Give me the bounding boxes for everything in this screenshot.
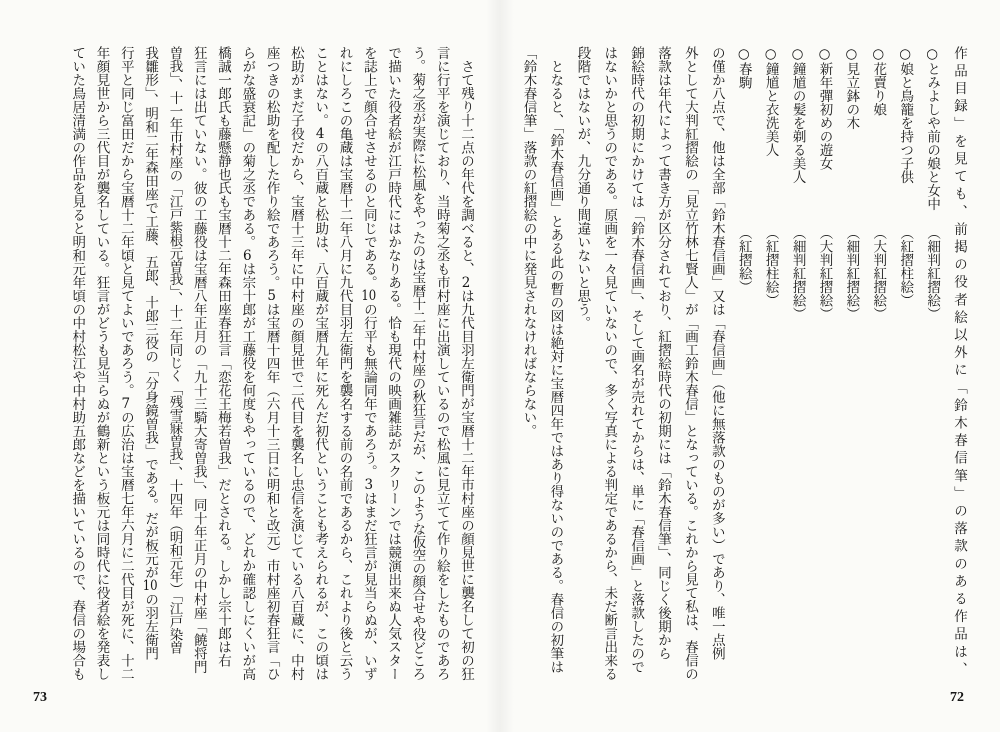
work-format: （紅摺柱絵） [762,226,779,307]
numeral: 10 [142,579,158,593]
work-format: （細判紅摺絵） [924,226,941,321]
text-column: 行平と同じ富田だから宝暦十二年頃と見てよいであろう。7の広治は宝暦七年六月に二代目が死に、十二 [117,46,134,681]
numeral: 4 [315,127,325,141]
text-column: で描いた役者絵が江戸時代にはかなりある。恰も現代の映画雑誌がスクリーンでは競演出来ぬ人気スター [385,46,402,681]
text-column: 段階ではないが、九分通り間違いないと思う。 [574,46,591,330]
work-title: ○とみよしや前の娘と女中 [924,46,941,211]
text-column: ことはない。4の八百蔵と松助は、八百蔵が宝暦九年に死んだ初代ということも考えられるが、この頃は [312,46,329,681]
page-number-right: 72 [950,690,964,705]
page-number-left: 73 [33,690,47,705]
text-column: はないかと思うのである。原画を一々見ていないので、多く写真による判定であるから、未だ断言出来る [601,46,618,681]
numeral: 7 [121,397,131,411]
work-format: （細判紅摺絵） [789,226,806,321]
text-column: 錦絵時代の初期にかけては「鈴木春信画」、そして画名が売れてからは、単に「春信画」と落款したので [628,46,645,674]
numeral: 5 [267,289,276,303]
text-column: となると、「鈴木春信画」とある此の暫の図は絶対に宝暦四年ではあり得ないのである。春信の初筆は [547,46,564,674]
intro-column: 作品目録」を見ても、前掲の役者絵以外に「鈴木春信筆」の落款のある作品は、 [951,46,967,680]
text-column: 曽我」、十一年市村座の「江戸紫根元曽我」、十二年同じく「残雪寐曽我」、十四年（明和元年）「江戸染曽 [166,46,183,654]
text-column: 橋誠一郎氏も藤懸静也氏も宝暦十二年森田座春狂言「恋花王梅若曽我」だとされる。しかし宗十郎は右 [215,46,232,667]
work-title: ○娘と鳥籠を持つ子供 [897,46,914,184]
work-title: ○春駒 [735,46,752,89]
work-format: （細判紅摺絵） [843,226,860,321]
work-title: ○新年彈初めの遊女 [816,46,833,170]
text-column: 年顔見世から三代目が襲名している。狂言がどうも見当らぬが鶴新という板元は同時代に役者絵を発表し [93,46,110,681]
numeral: 3 [364,478,374,492]
work-entry [811,46,838,686]
numeral: 6 [243,248,252,262]
text-column: さて残り十二点の年代を調べると、2は九代目羽左衛門が宝暦十二年市村座の顔見世に襲名して初の狂 [458,46,474,681]
right-page-text [514,46,972,686]
text-column: 外として大判紅摺絵の「見立竹林七賢人」が「画工鈴木春信」となっている。これから見て私は、春信の [681,46,698,681]
work-entry [784,46,811,686]
text-column: ていた鳥居清満の作品を見ると明和元年頃の中村松江や中村助五郎などを描いているので、春信の場合も [69,46,86,681]
numeral: 2 [461,275,471,289]
work-format: （大判紅摺絵） [816,226,833,321]
text-column: れにしろこの亀蔵は宝暦十二年八月に九代目羽左衛門を襲名する前の名前であるから、これより後と云う [336,46,353,681]
left-page-text [64,46,478,686]
text-column: 我雛形」、明和二年森田座で工藤、五郎、十郎三役の「分身鏡曽我」である。だが板元が10の羽左衛門 [142,46,159,661]
text-column: 座つきの松助を配した作り絵であろう。5は宝暦十四年（六月十三日に明和と改元）市村座初春狂言「ひ [263,46,280,681]
work-entry [918,46,945,686]
text-column: 落款は年代によって書き方が区分されており、紅摺絵時代の初期には「鈴木春信筆」、同じく後期から [655,46,672,661]
work-entry [730,46,757,686]
text-column: らがな盛衰記」の菊之丞である。6は宗十郎が工藤役を何度もやっているので、どれか確認しにくいが高 [239,46,256,681]
work-title: ○鐘馗の髪を剃る美人 [789,46,806,184]
text-column: の僅か八点で、他は全部「鈴木春信画」又は「春信画」（他に無落款のものが多い）であり、唯一点例 [708,46,725,661]
text-column: 言に行平を演じており、当時菊之丞も市村座に出演しているので松風に見立てて作り絵をしたものであろ [433,46,450,681]
numeral: 10 [361,289,377,303]
work-title: ○花賣り娘 [870,46,887,116]
text-column: 松助がまだ子役だから、宝暦十三年に中村座の顔見世で二代目を襲名し忠信を演じている八百蔵に、中村 [287,46,304,681]
work-title: ○見立鉢の木 [843,46,860,130]
work-entry [757,46,784,686]
text-column: 狂言には出ていない。彼の工藤役は宝暦八年正月の「九十三騎大寄曽我」、同十年正月の中村座「饒将門 [190,46,207,674]
work-title: ○鐘馗と衣洗美人 [762,46,779,157]
work-entry [864,46,891,686]
work-format: （紅摺柱絵） [897,226,914,307]
text-column: を誌上で顔合せさせるのと同じである。10の行平も無論同年であろう。3はまだ狂言が見当らぬが、いず [360,46,377,681]
work-format: （大判紅摺絵） [870,226,887,321]
work-format: （紅摺絵） [735,226,752,294]
work-entry [837,46,864,686]
text-column: 「鈴木春信筆」落款の紅摺絵の中に発見されなければならない。 [520,46,537,438]
text-column: う。菊之丞が実際に松風をやったのは宝暦十二年中村座の秋狂言だが、このような仮空の顔合せや役どころ [409,46,426,681]
work-entry [891,46,918,686]
gutter-shadow [486,0,514,732]
